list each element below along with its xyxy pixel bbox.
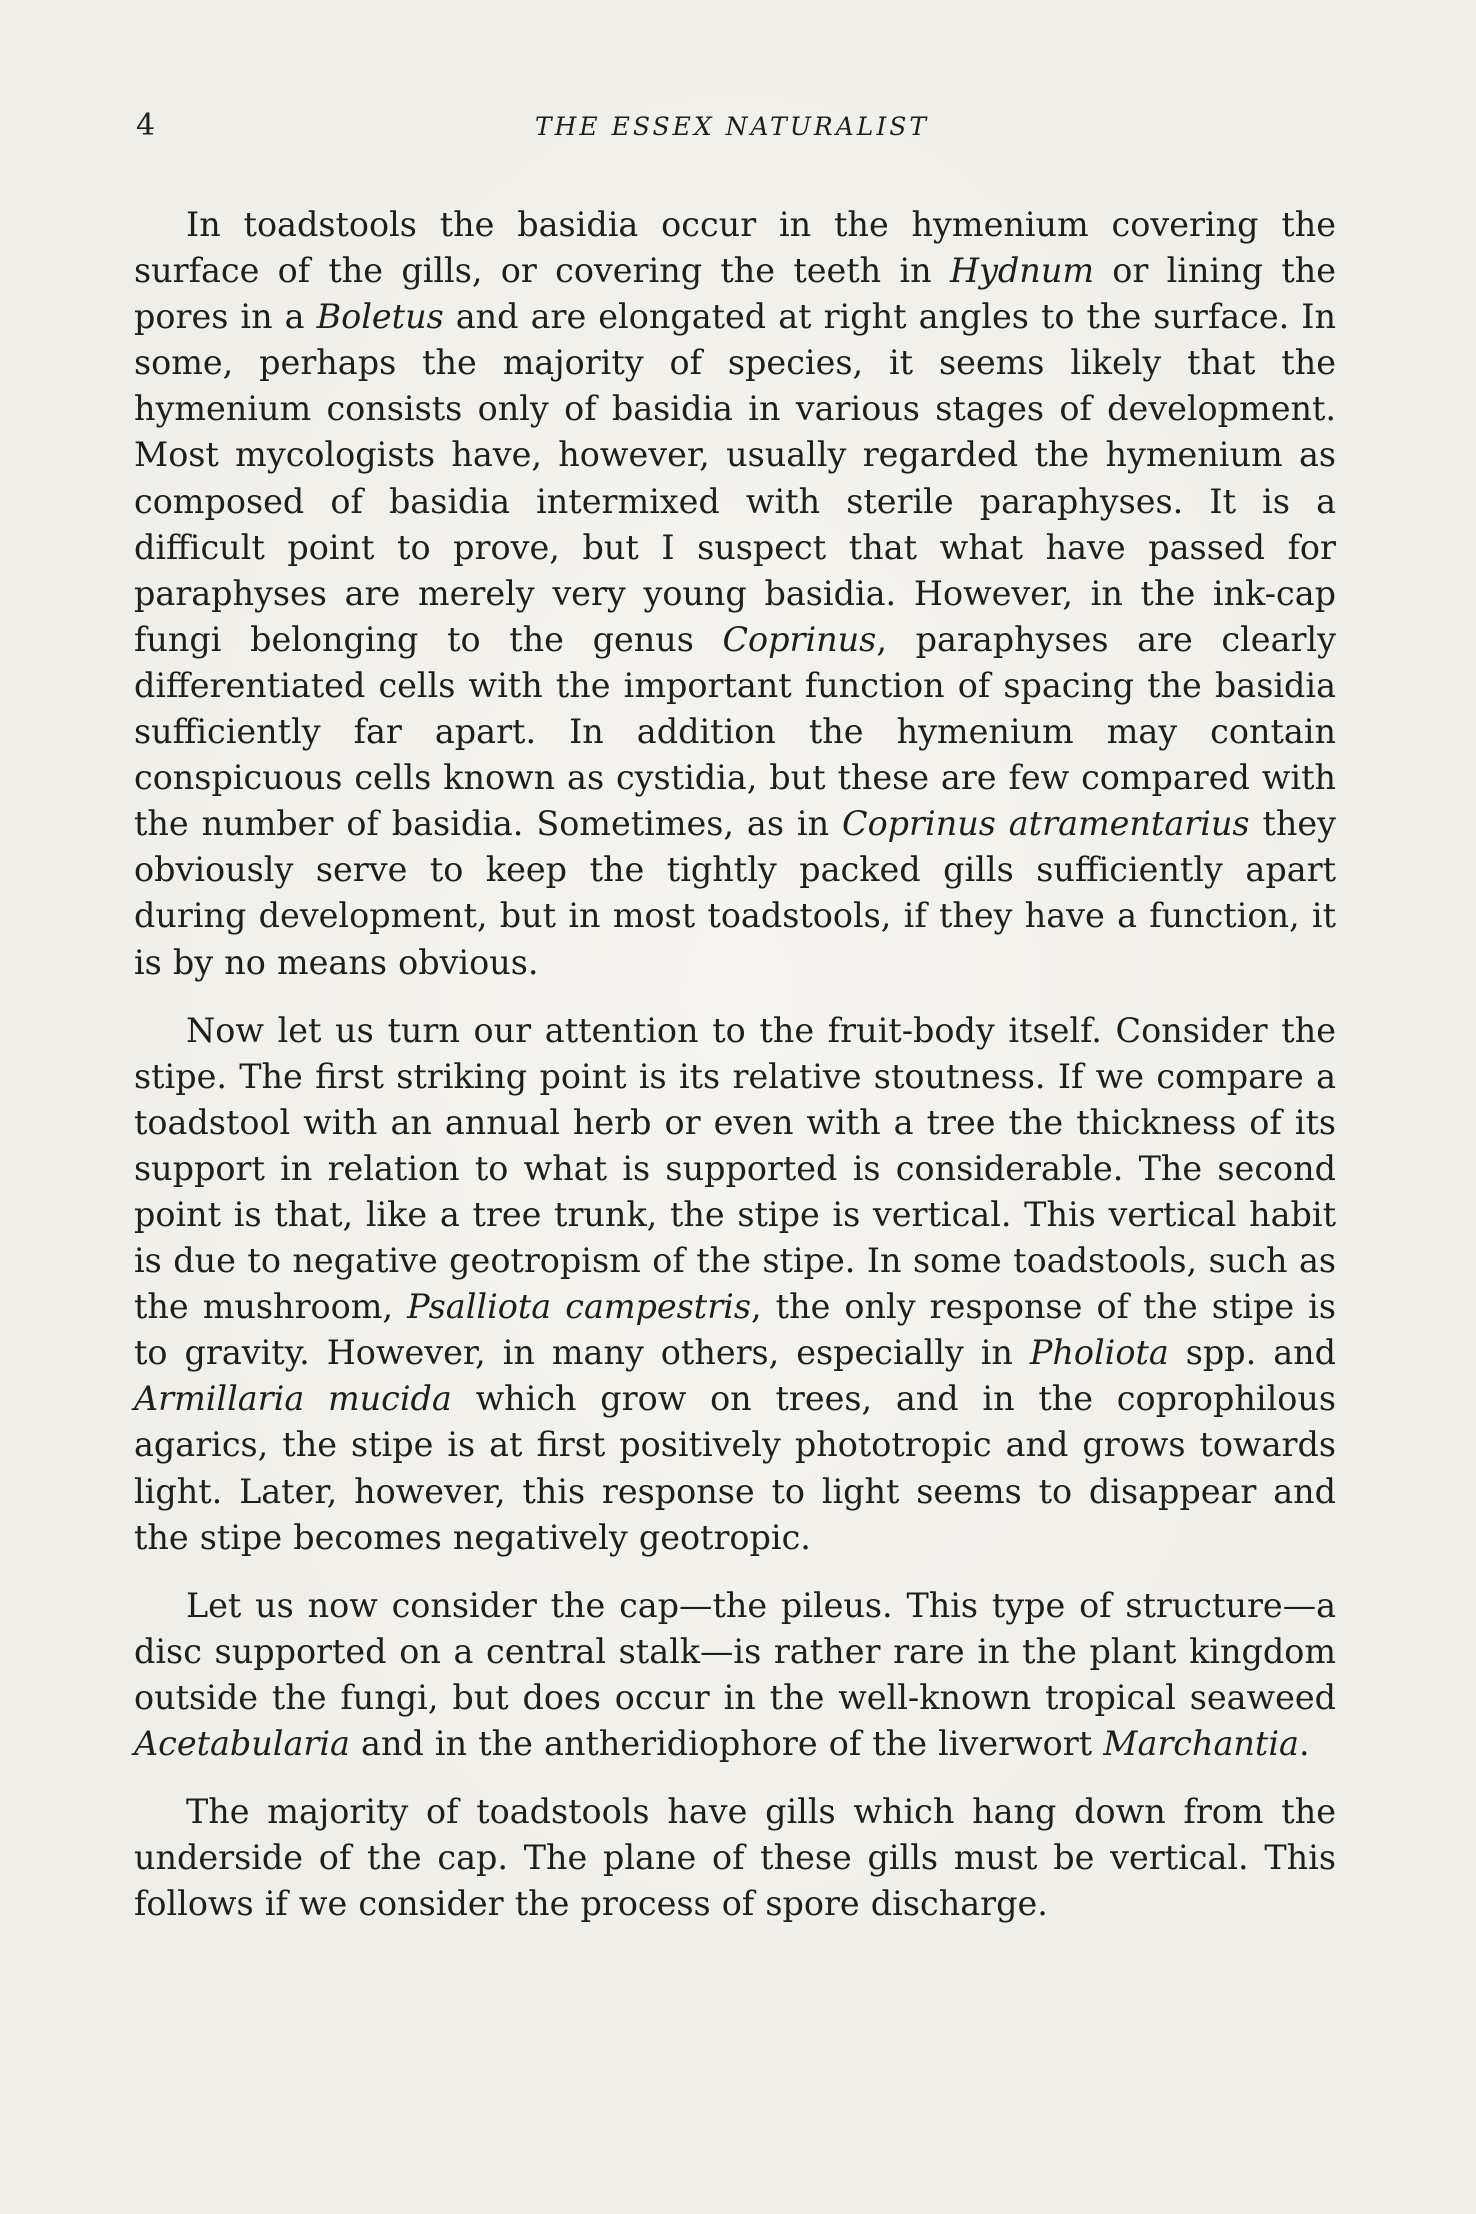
italic-taxon-name: Pholiota xyxy=(1029,1333,1169,1373)
text-run: , paraphyses are clearly differentiated cells with the important function of spacing the basidia sufficiently far apart. In addition the hymenium may contain conspicuous cells known as cystidia, but these are few compared with the number of basidia. Sometimes, as in xyxy=(134,619,1336,844)
italic-taxon-name: Armillaria mucida xyxy=(134,1379,452,1419)
text-run: and are elongated at right angles to the surface. In some, perhaps the majority of species, it seems likely that the hymenium consists only of basidia in various stages of development. Most mycologists have, however, usually regarded the hymenium as composed of basidia intermixed with sterile paraphyses. It is a difficult point to prove, but I suspect that what have passed for paraphyses are merely very young basidia. However, in the ink-cap fungi belonging to the genus xyxy=(134,297,1336,659)
paragraph-basidia xyxy=(134,202,1336,986)
text-run: they obviously serve to keep the tightly packed gills sufficiently apart during development, but in most toadstools, if they have a function, it is by no means obvious. xyxy=(134,804,1336,982)
page-header xyxy=(128,108,1336,152)
italic-taxon-name: Coprinus atramentarius xyxy=(842,804,1250,844)
running-title: THE ESSEX NATURALIST xyxy=(534,112,930,141)
text-run: spp. and xyxy=(1168,1333,1336,1373)
italic-taxon-name: Boletus xyxy=(316,297,444,337)
italic-taxon-name: Coprinus xyxy=(722,619,877,659)
text-run: , the only response of the stipe is to gravity. However, in many others, especially in xyxy=(134,1287,1336,1373)
text-run: or lining the pores in a xyxy=(134,251,1337,337)
text-run: Let us now consider the cap—the pileus. This type of structure—a disc supported on a central stalk—is rather rare in the plant kingdom outside the fungi, but does occur in the well-known tropical seaweed xyxy=(134,1585,1336,1717)
page-number: 4 xyxy=(136,108,157,143)
paragraph-stipe xyxy=(134,1008,1336,1561)
text-run: and in the antheridiophore of the liverwort xyxy=(349,1724,1104,1763)
body-text xyxy=(134,202,1336,1927)
italic-taxon-name: Acetabularia xyxy=(134,1724,350,1763)
text-run: . xyxy=(1298,1724,1310,1763)
italic-taxon-name: Hydnum xyxy=(949,251,1094,291)
text-run: Now let us turn our attention to the fruit-body itself. Consider the stipe. The first striking point is its relative stoutness. If we compare a toadstool with an annual herb or even with a tree the thickness of its support in relation to what is supported is considerable. The second point is that, like a tree trunk, the stipe is vertical. This vertical habit is due to negative geotropism of the stipe. In some toadstools, such as the mushroom, xyxy=(134,1010,1336,1327)
paragraph-pileus xyxy=(134,1583,1336,1767)
text-run: which grow on trees, and in the coprophilous agarics, the stipe is at first positively phototropic and grows towards light. Later, however, this response to light seems to disappear and the stipe becomes negatively geotropic. xyxy=(134,1379,1336,1557)
text-run: In toadstools the basidia occur in the hymenium covering the surface of the gills, or covering the teeth in xyxy=(134,205,1336,291)
paragraph-gills xyxy=(134,1789,1336,1927)
italic-taxon-name: Psalliota campestris xyxy=(407,1287,751,1327)
italic-taxon-name: Marchantia xyxy=(1103,1724,1299,1763)
text-run: The majority of toadstools have gills which hang down from the underside of the cap. The plane of these gills must be vertical. This follows if we consider the process of spore discharge. xyxy=(134,1792,1336,1924)
